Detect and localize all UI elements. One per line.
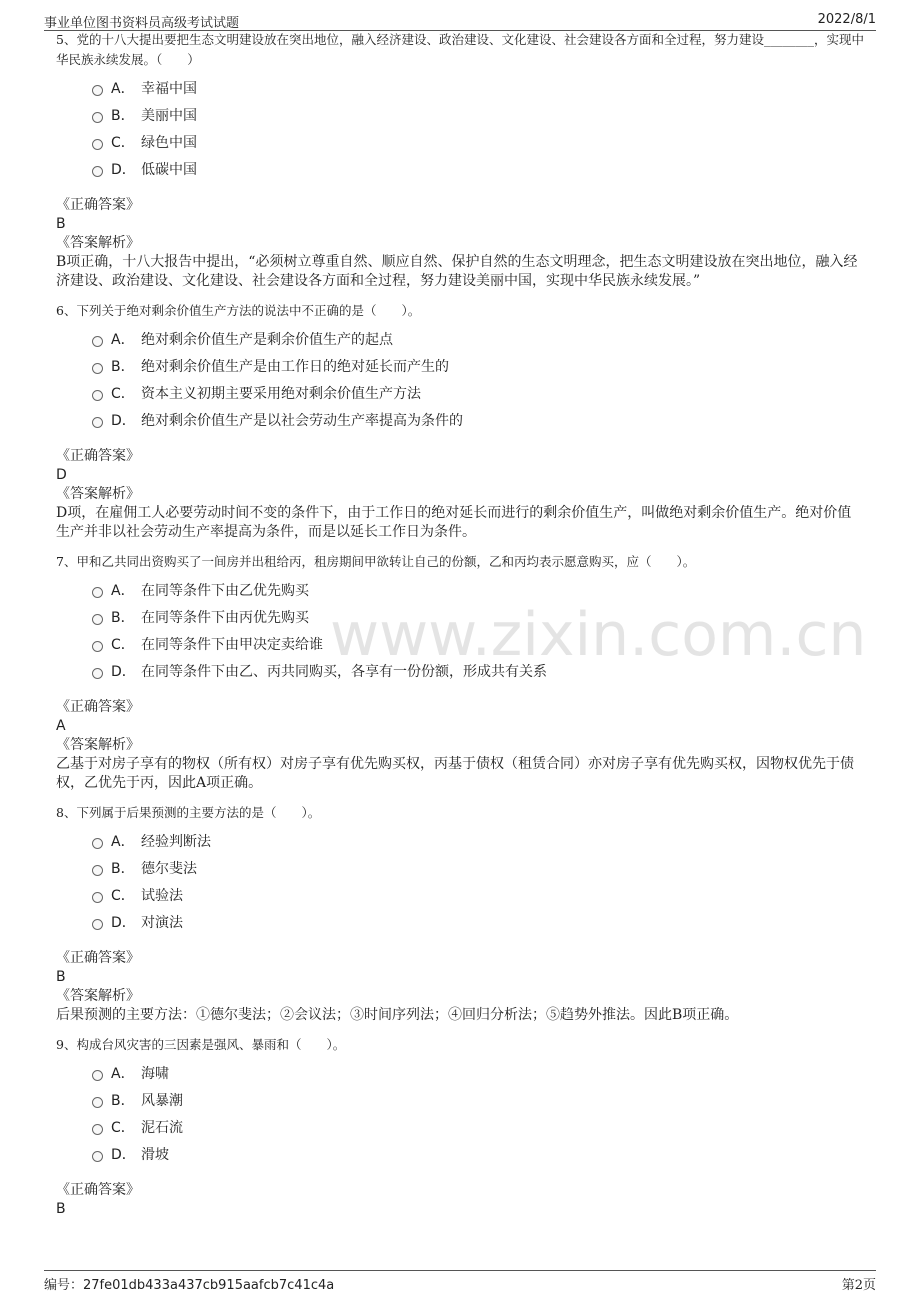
question-text: 8、下列属于后果预测的主要方法的是（ ）。 <box>56 805 321 820</box>
question-text: 6、下列关于绝对剩余价值生产方法的说法中不正确的是（ ）。 <box>56 303 421 318</box>
question-text: 9、构成台风灾害的三因素是强风、暴雨和（ ）。 <box>56 1037 346 1052</box>
option-item[interactable] <box>92 1059 864 1086</box>
option-letter: C． <box>111 134 135 151</box>
correct-answer: A <box>56 718 66 734</box>
question-list <box>56 30 867 1219</box>
option-text: 绿色中国 <box>141 134 197 151</box>
option-text: 在同等条件下由乙优先购买 <box>141 582 309 599</box>
option-text: 资本主义初期主要采用绝对剩余价值生产方法 <box>141 385 421 402</box>
option-item[interactable] <box>92 379 864 406</box>
options-list <box>92 74 864 182</box>
option-letter: B． <box>111 860 135 877</box>
options-list <box>92 576 867 684</box>
option-item[interactable] <box>92 325 864 352</box>
correct-answer: D <box>56 467 67 483</box>
analysis-label: 《答案解析》 <box>56 988 140 1004</box>
question-text: 7、甲和乙共同出资购买了一间房并出租给丙，租房期间甲欲转让自己的份额，乙和丙均表示愿意购买，应（ ）。 <box>56 554 696 569</box>
option-text: 德尔斐法 <box>141 860 197 877</box>
correct-answer: B <box>56 1201 66 1217</box>
page-number: 第2页 <box>841 1278 876 1293</box>
option-item[interactable] <box>92 74 864 101</box>
answer-block <box>56 447 864 504</box>
option-letter: D． <box>111 1146 136 1163</box>
radio-circle-icon[interactable] <box>92 112 103 123</box>
option-item[interactable] <box>92 128 864 155</box>
radio-circle-icon[interactable] <box>92 166 103 177</box>
correct-answer: B <box>56 216 66 232</box>
radio-circle-icon[interactable] <box>92 417 103 428</box>
document-date: 2022/8/1 <box>817 12 876 27</box>
option-letter: A． <box>111 331 135 348</box>
question-text: 5、党的十八大提出要把生态文明建设放在突出地位，融入经济建设、政治建设、文化建设、社会建设各方面和全过程，努力建设________，实现中华民族永续发展。（ ） <box>56 32 864 67</box>
option-letter: A． <box>111 1065 135 1082</box>
options-list <box>92 827 864 935</box>
option-item[interactable] <box>92 406 864 433</box>
analysis-label: 《答案解析》 <box>56 737 140 753</box>
option-item[interactable] <box>92 603 864 630</box>
analysis-text: B项正确，十八大报告中提出，“必须树立尊重自然、顺应自然、保护自然的生态文明理念，把生态文明建设放在突出地位，融入经济建设、政治建设、文化建设、社会建设各方面和全过程，努力建设美丽中国，实现中华民族永续发展。” <box>56 254 858 289</box>
option-text: 低碳中国 <box>141 161 197 178</box>
option-item[interactable] <box>92 854 864 881</box>
question-block <box>56 301 864 542</box>
radio-circle-icon[interactable] <box>92 838 103 849</box>
correct-answer: B <box>56 969 66 985</box>
option-item[interactable] <box>92 827 864 854</box>
radio-circle-icon[interactable] <box>92 1097 103 1108</box>
option-text: 滑坡 <box>141 1146 169 1163</box>
option-text: 绝对剩余价值生产是剩余价值生产的起点 <box>141 331 393 348</box>
option-item[interactable] <box>92 352 864 379</box>
option-item[interactable] <box>92 881 864 908</box>
option-item[interactable] <box>92 1086 864 1113</box>
option-item[interactable] <box>92 1113 864 1140</box>
option-item[interactable] <box>92 908 864 935</box>
option-letter: C． <box>111 385 135 402</box>
document-code: 编号：27fe01db433a437cb915aafcb7c41c4a <box>44 1278 335 1293</box>
radio-circle-icon[interactable] <box>92 336 103 347</box>
radio-circle-icon[interactable] <box>92 363 103 374</box>
option-text: 在同等条件下由乙、丙共同购买，各享有一份份额，形成共有关系 <box>141 663 547 680</box>
option-letter: B． <box>111 609 135 626</box>
watermark: www.zixin.com.cn <box>330 600 867 670</box>
options-list <box>92 1059 864 1167</box>
option-letter: D． <box>111 412 136 429</box>
option-text: 试验法 <box>141 887 183 904</box>
radio-circle-icon[interactable] <box>92 1070 103 1081</box>
option-letter: D． <box>111 663 136 680</box>
analysis-label: 《答案解析》 <box>56 486 140 502</box>
analysis-text: 乙基于对房子享有的物权（所有权）对房子享有优先购买权，丙基于债权（租赁合同）亦对房子享有优先购买权，因物权优先于债权，乙优先于丙，因此A项正确。 <box>56 756 854 791</box>
radio-circle-icon[interactable] <box>92 1151 103 1162</box>
radio-circle-icon[interactable] <box>92 1124 103 1135</box>
document-title: 事业单位图书资料员高级考试试题 <box>44 16 240 31</box>
option-item[interactable] <box>92 1140 864 1167</box>
question-block <box>56 30 864 291</box>
page-header <box>44 10 876 31</box>
option-text: 经验判断法 <box>141 833 211 850</box>
question-block <box>56 552 867 793</box>
option-letter: A． <box>111 833 135 850</box>
option-text: 美丽中国 <box>141 107 197 124</box>
option-item[interactable] <box>92 630 864 657</box>
answer-block <box>56 1181 864 1219</box>
option-text: 幸福中国 <box>141 80 197 97</box>
radio-circle-icon[interactable] <box>92 587 103 598</box>
option-item[interactable] <box>92 657 864 684</box>
answer-block <box>56 698 864 755</box>
radio-circle-icon[interactable] <box>92 865 103 876</box>
analysis-text: 后果预测的主要方法：①德尔斐法；②会议法；③时间序列法；④回归分析法；⑤趋势外推法。因此B项正确。 <box>56 1007 739 1023</box>
option-text: 绝对剩余价值生产是以社会劳动生产率提高为条件的 <box>141 412 463 429</box>
radio-circle-icon[interactable] <box>92 892 103 903</box>
analysis-label: 《答案解析》 <box>56 235 140 251</box>
option-text: 在同等条件下由甲决定卖给谁 <box>141 636 323 653</box>
page-footer <box>44 1270 876 1293</box>
option-letter: A． <box>111 582 135 599</box>
correct-answer-label: 《正确答案》 <box>56 448 140 464</box>
correct-answer-label: 《正确答案》 <box>56 950 140 966</box>
question-block <box>56 1035 864 1219</box>
option-text: 泥石流 <box>141 1119 183 1136</box>
option-item[interactable] <box>92 155 864 182</box>
option-letter: A． <box>111 80 135 97</box>
correct-answer-label: 《正确答案》 <box>56 1182 140 1198</box>
option-letter: B． <box>111 107 135 124</box>
radio-circle-icon[interactable] <box>92 85 103 96</box>
option-item[interactable] <box>92 576 864 603</box>
radio-circle-icon[interactable] <box>92 614 103 625</box>
options-list <box>92 325 864 433</box>
answer-block <box>56 949 864 1006</box>
answer-block <box>56 196 864 253</box>
option-letter: C． <box>111 1119 135 1136</box>
option-text: 海啸 <box>141 1065 169 1082</box>
option-letter: C． <box>111 887 135 904</box>
option-item[interactable] <box>92 101 864 128</box>
option-letter: D． <box>111 914 136 931</box>
option-letter: B． <box>111 1092 135 1109</box>
option-letter: D． <box>111 161 136 178</box>
question-block <box>56 803 864 1025</box>
option-text: 绝对剩余价值生产是由工作日的绝对延长而产生的 <box>141 358 449 375</box>
option-text: 对演法 <box>141 914 183 931</box>
option-letter: C． <box>111 636 135 653</box>
radio-circle-icon[interactable] <box>92 390 103 401</box>
option-text: 在同等条件下由丙优先购买 <box>141 609 309 626</box>
analysis-text: D项，在雇佣工人必要劳动时间不变的条件下，由于工作日的绝对延长而进行的剩余价值生产，叫做绝对剩余价值生产。绝对价值生产并非以社会劳动生产率提高为条件，而是以延长工作日为条件。 <box>56 505 852 540</box>
radio-circle-icon[interactable] <box>92 668 103 679</box>
radio-circle-icon[interactable] <box>92 919 103 930</box>
correct-answer-label: 《正确答案》 <box>56 699 140 715</box>
radio-circle-icon[interactable] <box>92 139 103 150</box>
option-letter: B． <box>111 358 135 375</box>
correct-answer-label: 《正确答案》 <box>56 197 140 213</box>
option-text: 风暴潮 <box>141 1092 183 1109</box>
radio-circle-icon[interactable] <box>92 641 103 652</box>
